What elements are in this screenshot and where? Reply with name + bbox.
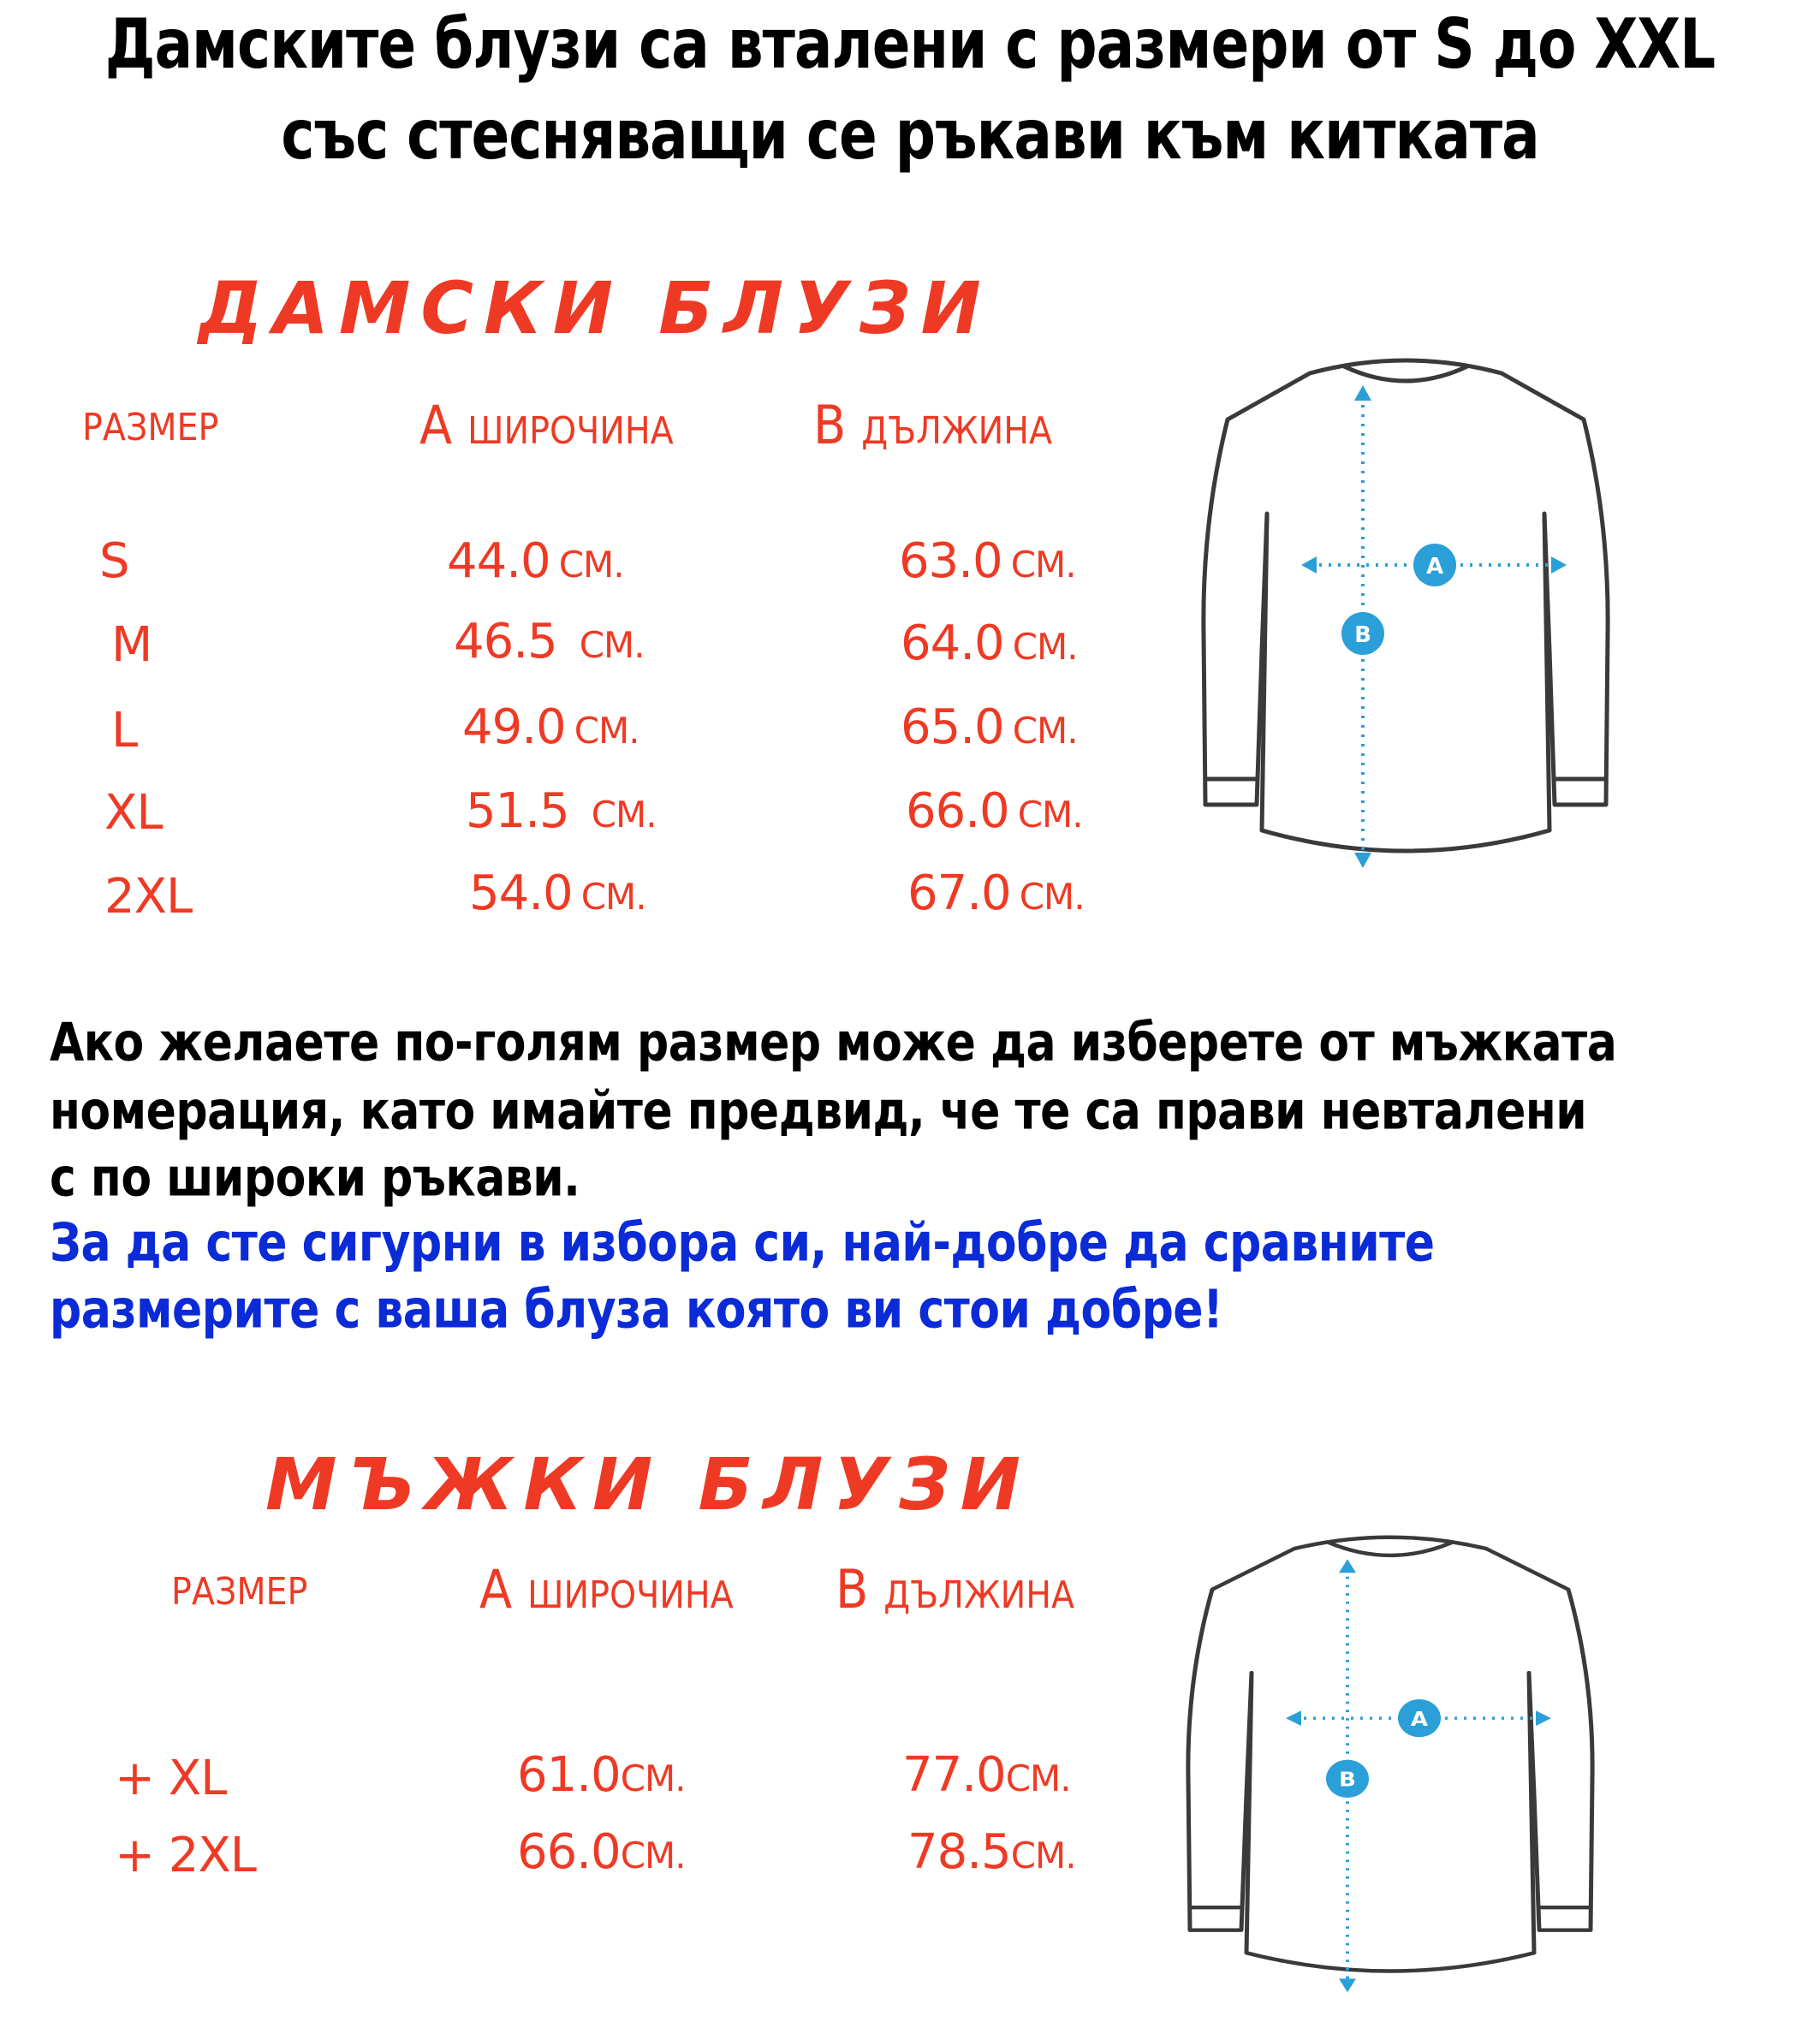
note-line-1: Ако желаете по-голям размер може да изберете от мъжката bbox=[50, 1013, 1617, 1074]
men-width-header bbox=[479, 1558, 734, 1621]
women-row-width: 46.5 CM. bbox=[454, 614, 645, 669]
men-section-title: МЪЖКИ БЛУЗИ bbox=[265, 1442, 1032, 1526]
women-row-length: 66.0 CM. bbox=[906, 783, 1083, 839]
women-diagram-label-b: B bbox=[1354, 622, 1371, 648]
women-shirt-diagram-icon bbox=[1181, 351, 1627, 899]
men-row-size: + 2XL bbox=[115, 1828, 256, 1883]
women-row-width: 51.5 CM. bbox=[466, 783, 657, 839]
men-shirt-diagram-icon bbox=[1166, 1529, 1611, 2013]
men-row-width: 61.0CM. bbox=[517, 1747, 686, 1803]
men-row-length: 77.0CM. bbox=[902, 1747, 1071, 1803]
women-width-header bbox=[419, 394, 674, 456]
men-diagram-label-b: B bbox=[1339, 1768, 1356, 1792]
women-width-letter: А bbox=[419, 394, 453, 456]
men-length-letter: В bbox=[836, 1558, 869, 1621]
women-row-size: S bbox=[99, 533, 129, 589]
women-length-letter: В bbox=[813, 394, 847, 456]
headline-line-2: със стесняващи се ръкави към китката bbox=[281, 94, 1539, 175]
men-diagram-label-a: A bbox=[1410, 1707, 1429, 1731]
headline-line-1: Дамските блузи са вталени с размери от S до XXL bbox=[104, 3, 1716, 85]
women-row-width: 49.0 CM. bbox=[462, 699, 639, 755]
note-highlight-2: размерите с ваша блуза която ви стои добре! bbox=[50, 1280, 1223, 1341]
women-width-label: ШИРОЧИНА bbox=[467, 409, 674, 453]
women-size-header: РАЗМЕР bbox=[82, 406, 219, 449]
women-row-length: 65.0 CM. bbox=[901, 699, 1078, 755]
men-row-length: 78.5CM. bbox=[907, 1824, 1076, 1880]
women-row-length: 64.0 CM. bbox=[901, 616, 1078, 671]
women-row-width: 44.0 CM. bbox=[447, 533, 624, 589]
women-length-label: ДЪЛЖИНА bbox=[861, 409, 1053, 453]
women-row-length: 67.0 CM. bbox=[907, 865, 1085, 921]
men-row-size: + XL bbox=[115, 1751, 227, 1806]
women-length-header bbox=[813, 394, 1053, 456]
men-length-header bbox=[836, 1558, 1075, 1621]
women-diagram-label-a: A bbox=[1425, 554, 1444, 580]
women-row-size: XL bbox=[104, 785, 163, 841]
women-section-title: ДАМСКИ БЛУЗИ bbox=[199, 266, 991, 350]
women-row-size: L bbox=[111, 703, 138, 758]
men-width-letter: А bbox=[479, 1558, 513, 1621]
note-line-2: номерация, като имайте предвид, че те са прави невталени bbox=[50, 1081, 1587, 1143]
women-row-size: M bbox=[111, 617, 152, 673]
women-row-width: 54.0 CM. bbox=[469, 865, 646, 921]
men-row-width: 66.0CM. bbox=[517, 1824, 686, 1880]
men-length-label: ДЪЛЖИНА bbox=[883, 1573, 1075, 1617]
men-size-header: РАЗМЕР bbox=[171, 1570, 308, 1614]
men-width-label: ШИРОЧИНА bbox=[527, 1573, 734, 1617]
note-line-3: с по широки ръкави. bbox=[50, 1148, 580, 1210]
women-row-size: 2XL bbox=[104, 869, 193, 925]
women-row-length: 63.0 CM. bbox=[899, 533, 1076, 589]
note-highlight-1: За да сте сигурни в избора си, най-добре да сравните bbox=[50, 1213, 1435, 1275]
